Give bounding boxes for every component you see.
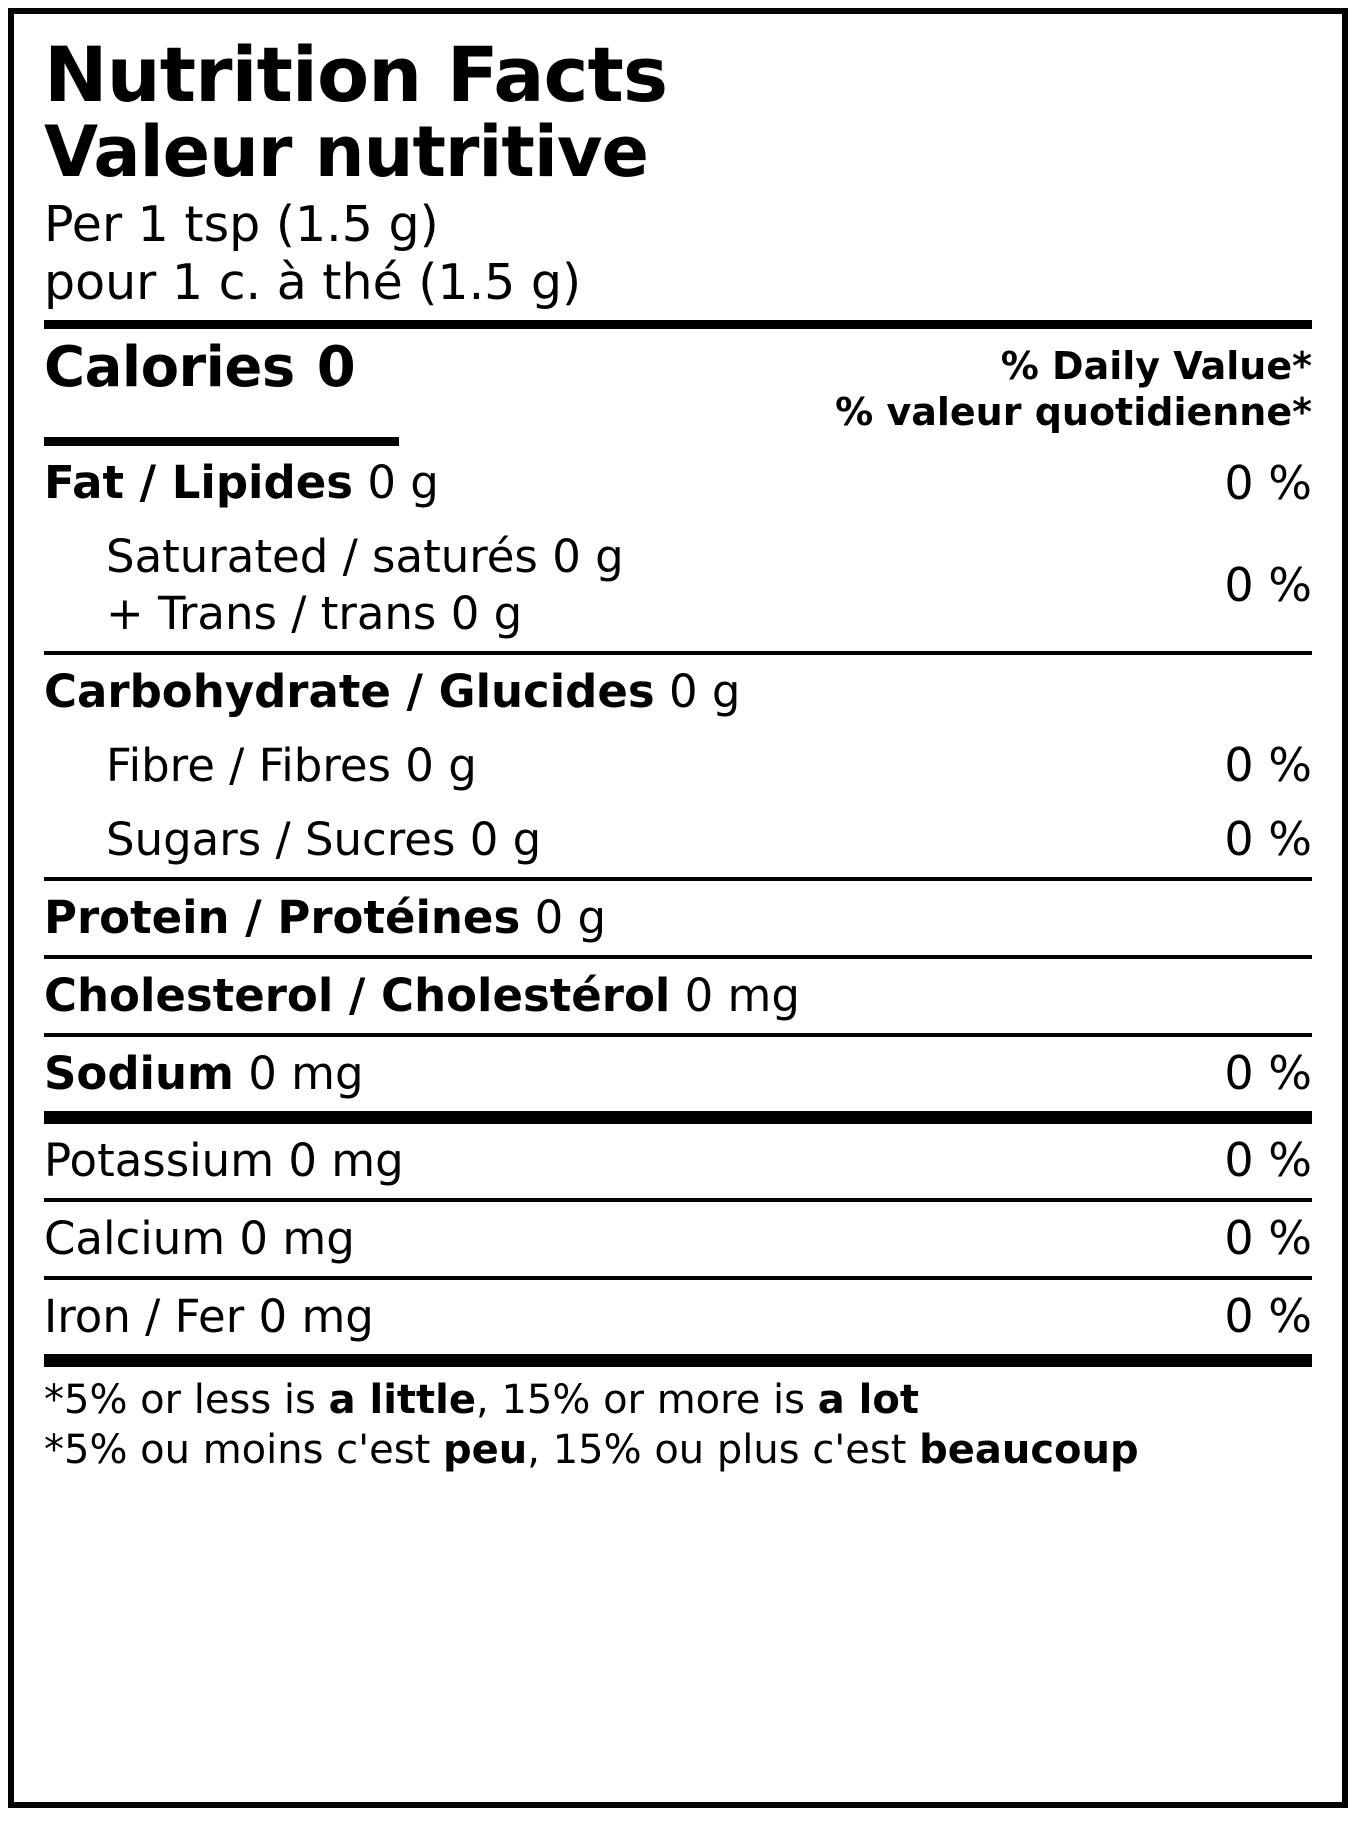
footnote-french [44,1425,1312,1475]
carbohydrate-amount: 0 g [668,664,741,718]
carbohydrate-label: Carbohydrate / Glucides [44,664,655,718]
iron-amount: 0 mg [258,1289,374,1343]
protein-name [44,890,607,944]
nutrient-row-iron [44,1280,1312,1354]
serving-size-french: pour 1 c. à thé (1.5 g) [44,253,582,311]
sodium-name [44,1046,364,1100]
footnote-fr-part2: , 15% ou plus c'est [527,1426,920,1473]
fibre-amount: 0 g [405,738,477,792]
calcium-name [44,1211,355,1265]
cholesterol-label: Cholesterol / Cholestérol [44,968,671,1022]
footnote-fr-bold2: beaucoup [919,1426,1139,1473]
sodium-label: Sodium [44,1046,234,1100]
saturated-amount: 0 g [552,530,624,584]
sodium-amount: 0 mg [248,1046,364,1100]
trans-label: + Trans / trans [106,586,437,640]
saturated-trans-dv: 0 % [1224,557,1312,612]
saturated-label: Saturated / saturés [106,530,538,584]
footnote-en-bold1: a little [328,1376,477,1423]
potassium-name [44,1133,404,1187]
iron-name [44,1289,374,1343]
label-title-english: Nutrition Facts [44,30,668,119]
daily-value-header [835,335,1312,436]
sugars-dv: 0 % [1224,812,1312,867]
potassium-label: Potassium [44,1133,275,1187]
sugars-label: Sugars / Sucres [106,812,456,866]
nutrient-row-calcium [44,1202,1312,1276]
nutrient-row-sugars [44,803,1312,877]
sugars-amount: 0 g [469,812,542,866]
iron-dv: 0 % [1224,1289,1312,1344]
cholesterol-name [44,968,800,1022]
fibre-label: Fibre / Fibres [106,738,391,792]
fat-label: Fat / Lipides [44,456,354,510]
calcium-label: Calcium [44,1211,226,1265]
potassium-dv: 0 % [1224,1133,1312,1188]
saturated-trans-names [44,529,624,642]
nutrition-facts-label [8,8,1348,1808]
calcium-dv: 0 % [1224,1211,1312,1266]
footnote-fr-bold1: peu [443,1426,528,1473]
sugars-name [44,812,542,866]
fat-name [44,458,439,508]
cholesterol-amount: 0 mg [684,968,800,1022]
fibre-dv: 0 % [1224,738,1312,793]
trans-amount: 0 g [450,586,523,640]
sodium-dv: 0 % [1224,1046,1312,1101]
calories-value: 0 [316,334,356,400]
serving-size-english: Per 1 tsp (1.5 g) [44,195,439,253]
potassium-amount: 0 mg [288,1133,404,1187]
fibre-name [44,738,477,792]
fat-amount: 0 g [367,456,439,510]
calories-block [44,335,355,400]
nutrient-row-cholesterol [44,959,1312,1033]
divider-under-serving [44,320,1312,329]
daily-value-header-english: % Daily Value* [1000,343,1312,388]
protein-amount: 0 g [534,890,607,944]
label-title-french: Valeur nutritive [44,111,648,194]
footnote-en-bold2: a lot [817,1376,919,1423]
calories-underline [44,437,399,446]
nutrient-row-carbohydrate [44,655,1312,729]
nutrient-row-potassium [44,1124,1312,1198]
saturated-line [106,529,624,585]
serving-size [44,196,1312,312]
daily-value-header-french: % valeur quotidienne* [835,389,1312,434]
calcium-amount: 0 mg [239,1211,355,1265]
nutrient-row-fibre [44,729,1312,803]
footnote-en-part2: , 15% or more is [476,1376,818,1423]
footnote-fr-part1: *5% ou moins c'est [44,1426,444,1473]
nutrient-row-sodium [44,1037,1312,1111]
nutrient-row-protein [44,881,1312,955]
nutrient-row-fat [44,446,1312,520]
nutrient-row-saturated-trans [44,520,1312,651]
footnote [44,1367,1312,1475]
fat-dv: 0 % [1224,455,1312,510]
carbohydrate-name [44,664,741,718]
divider-above-potassium [44,1111,1312,1124]
protein-label: Protein / Protéines [44,890,521,944]
divider-above-footnote [44,1354,1312,1367]
iron-label: Iron / Fer [44,1289,245,1343]
calories-row [44,329,1312,436]
trans-line [106,586,624,642]
footnote-en-part1: *5% or less is [44,1376,329,1423]
footnote-english [44,1375,1312,1425]
calories-label: Calories [44,334,295,400]
